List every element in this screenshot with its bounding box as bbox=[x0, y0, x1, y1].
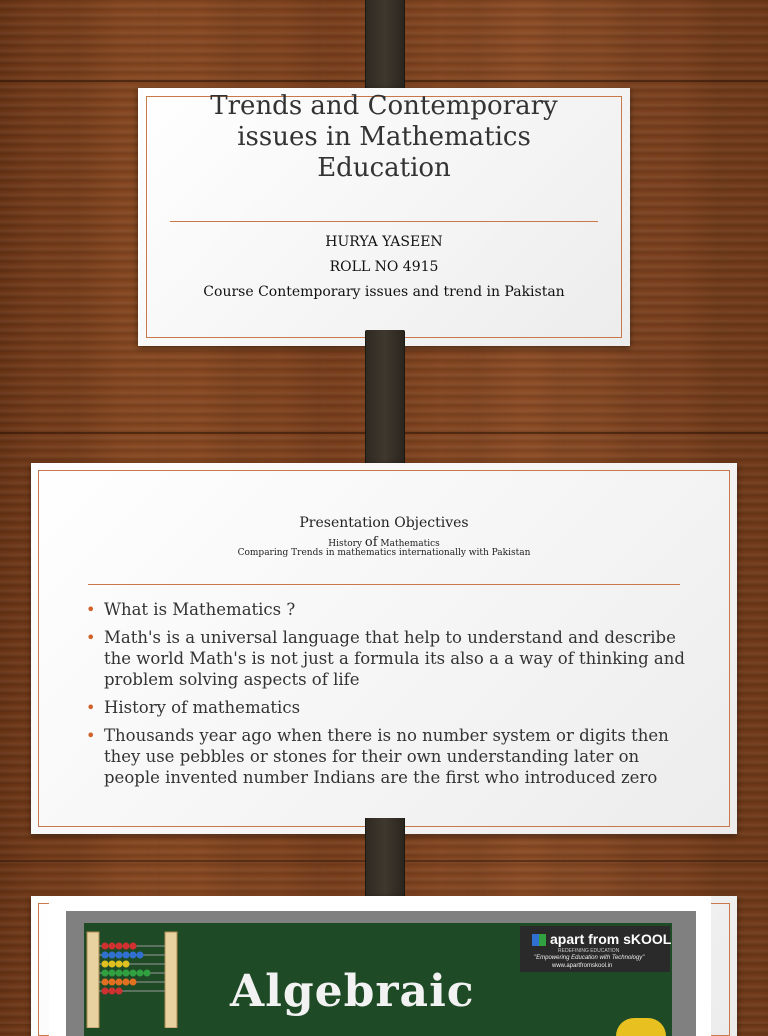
author-name: HURYA YASEEN bbox=[325, 234, 443, 250]
bullet-text: What is Mathematics ? bbox=[104, 600, 296, 619]
title-line: issues in Mathematics bbox=[237, 122, 531, 152]
logo-subtitle: REDEFINING EDUCATION bbox=[558, 948, 620, 954]
course-name: Course Contemporary issues and trend in Pakistan bbox=[203, 284, 565, 300]
bullet-text: Thousands year ago when there is no number system or digits then they use pebbles or stones for their own understanding later on people invented number Indians are the first who introduced zero bbox=[104, 726, 669, 787]
objectives-line: Comparing Trends in mathematics internationally with Pakistan bbox=[237, 548, 531, 558]
bullet-item bbox=[86, 725, 686, 788]
abacus-icon bbox=[83, 928, 183, 1028]
objectives-heading: Presentation Objectives bbox=[299, 515, 469, 531]
bullet-icon: • bbox=[86, 698, 96, 717]
slide-title-card[interactable] bbox=[138, 88, 630, 346]
bullet-text: History of mathematics bbox=[104, 698, 301, 717]
bullet-icon: • bbox=[86, 726, 96, 745]
board-title: Algebraic bbox=[230, 966, 475, 1017]
brand-logo bbox=[520, 926, 670, 972]
bullet-list bbox=[86, 599, 686, 795]
objectives-text: Mathematics bbox=[377, 539, 440, 549]
bullet-item bbox=[86, 627, 686, 690]
bullet-item bbox=[86, 599, 686, 620]
objectives-text: of bbox=[364, 535, 378, 550]
bullet-text: Math's is a universal language that help to understand and describe the world Math's is not just a formula its also a a way of thinking and problem solving aspects of life bbox=[104, 628, 685, 689]
bullet-item bbox=[86, 697, 686, 718]
bullet-icon: • bbox=[86, 600, 96, 619]
slide-algebraic-card[interactable] bbox=[31, 896, 737, 1036]
title-line: Education bbox=[317, 153, 451, 183]
windows-icon bbox=[532, 934, 546, 946]
hanging-strap bbox=[365, 330, 405, 480]
logo-tagline: "Empowering Education with Technology" bbox=[534, 955, 645, 961]
slide-objectives-card[interactable] bbox=[31, 463, 737, 834]
hanging-strap bbox=[365, 818, 405, 898]
objectives-text: History bbox=[328, 539, 365, 549]
roll-number: ROLL NO 4915 bbox=[329, 259, 439, 275]
divider-rule bbox=[88, 584, 680, 585]
title-line: Trends and Contemporary bbox=[210, 91, 558, 121]
slide-title bbox=[138, 91, 630, 184]
decoration-shape bbox=[616, 1018, 666, 1036]
divider-rule bbox=[170, 221, 598, 222]
logo-url: www.apartfromskool.in bbox=[552, 963, 613, 969]
logo-text: apart from sKOOL bbox=[550, 931, 672, 947]
bullet-icon: • bbox=[86, 628, 96, 647]
